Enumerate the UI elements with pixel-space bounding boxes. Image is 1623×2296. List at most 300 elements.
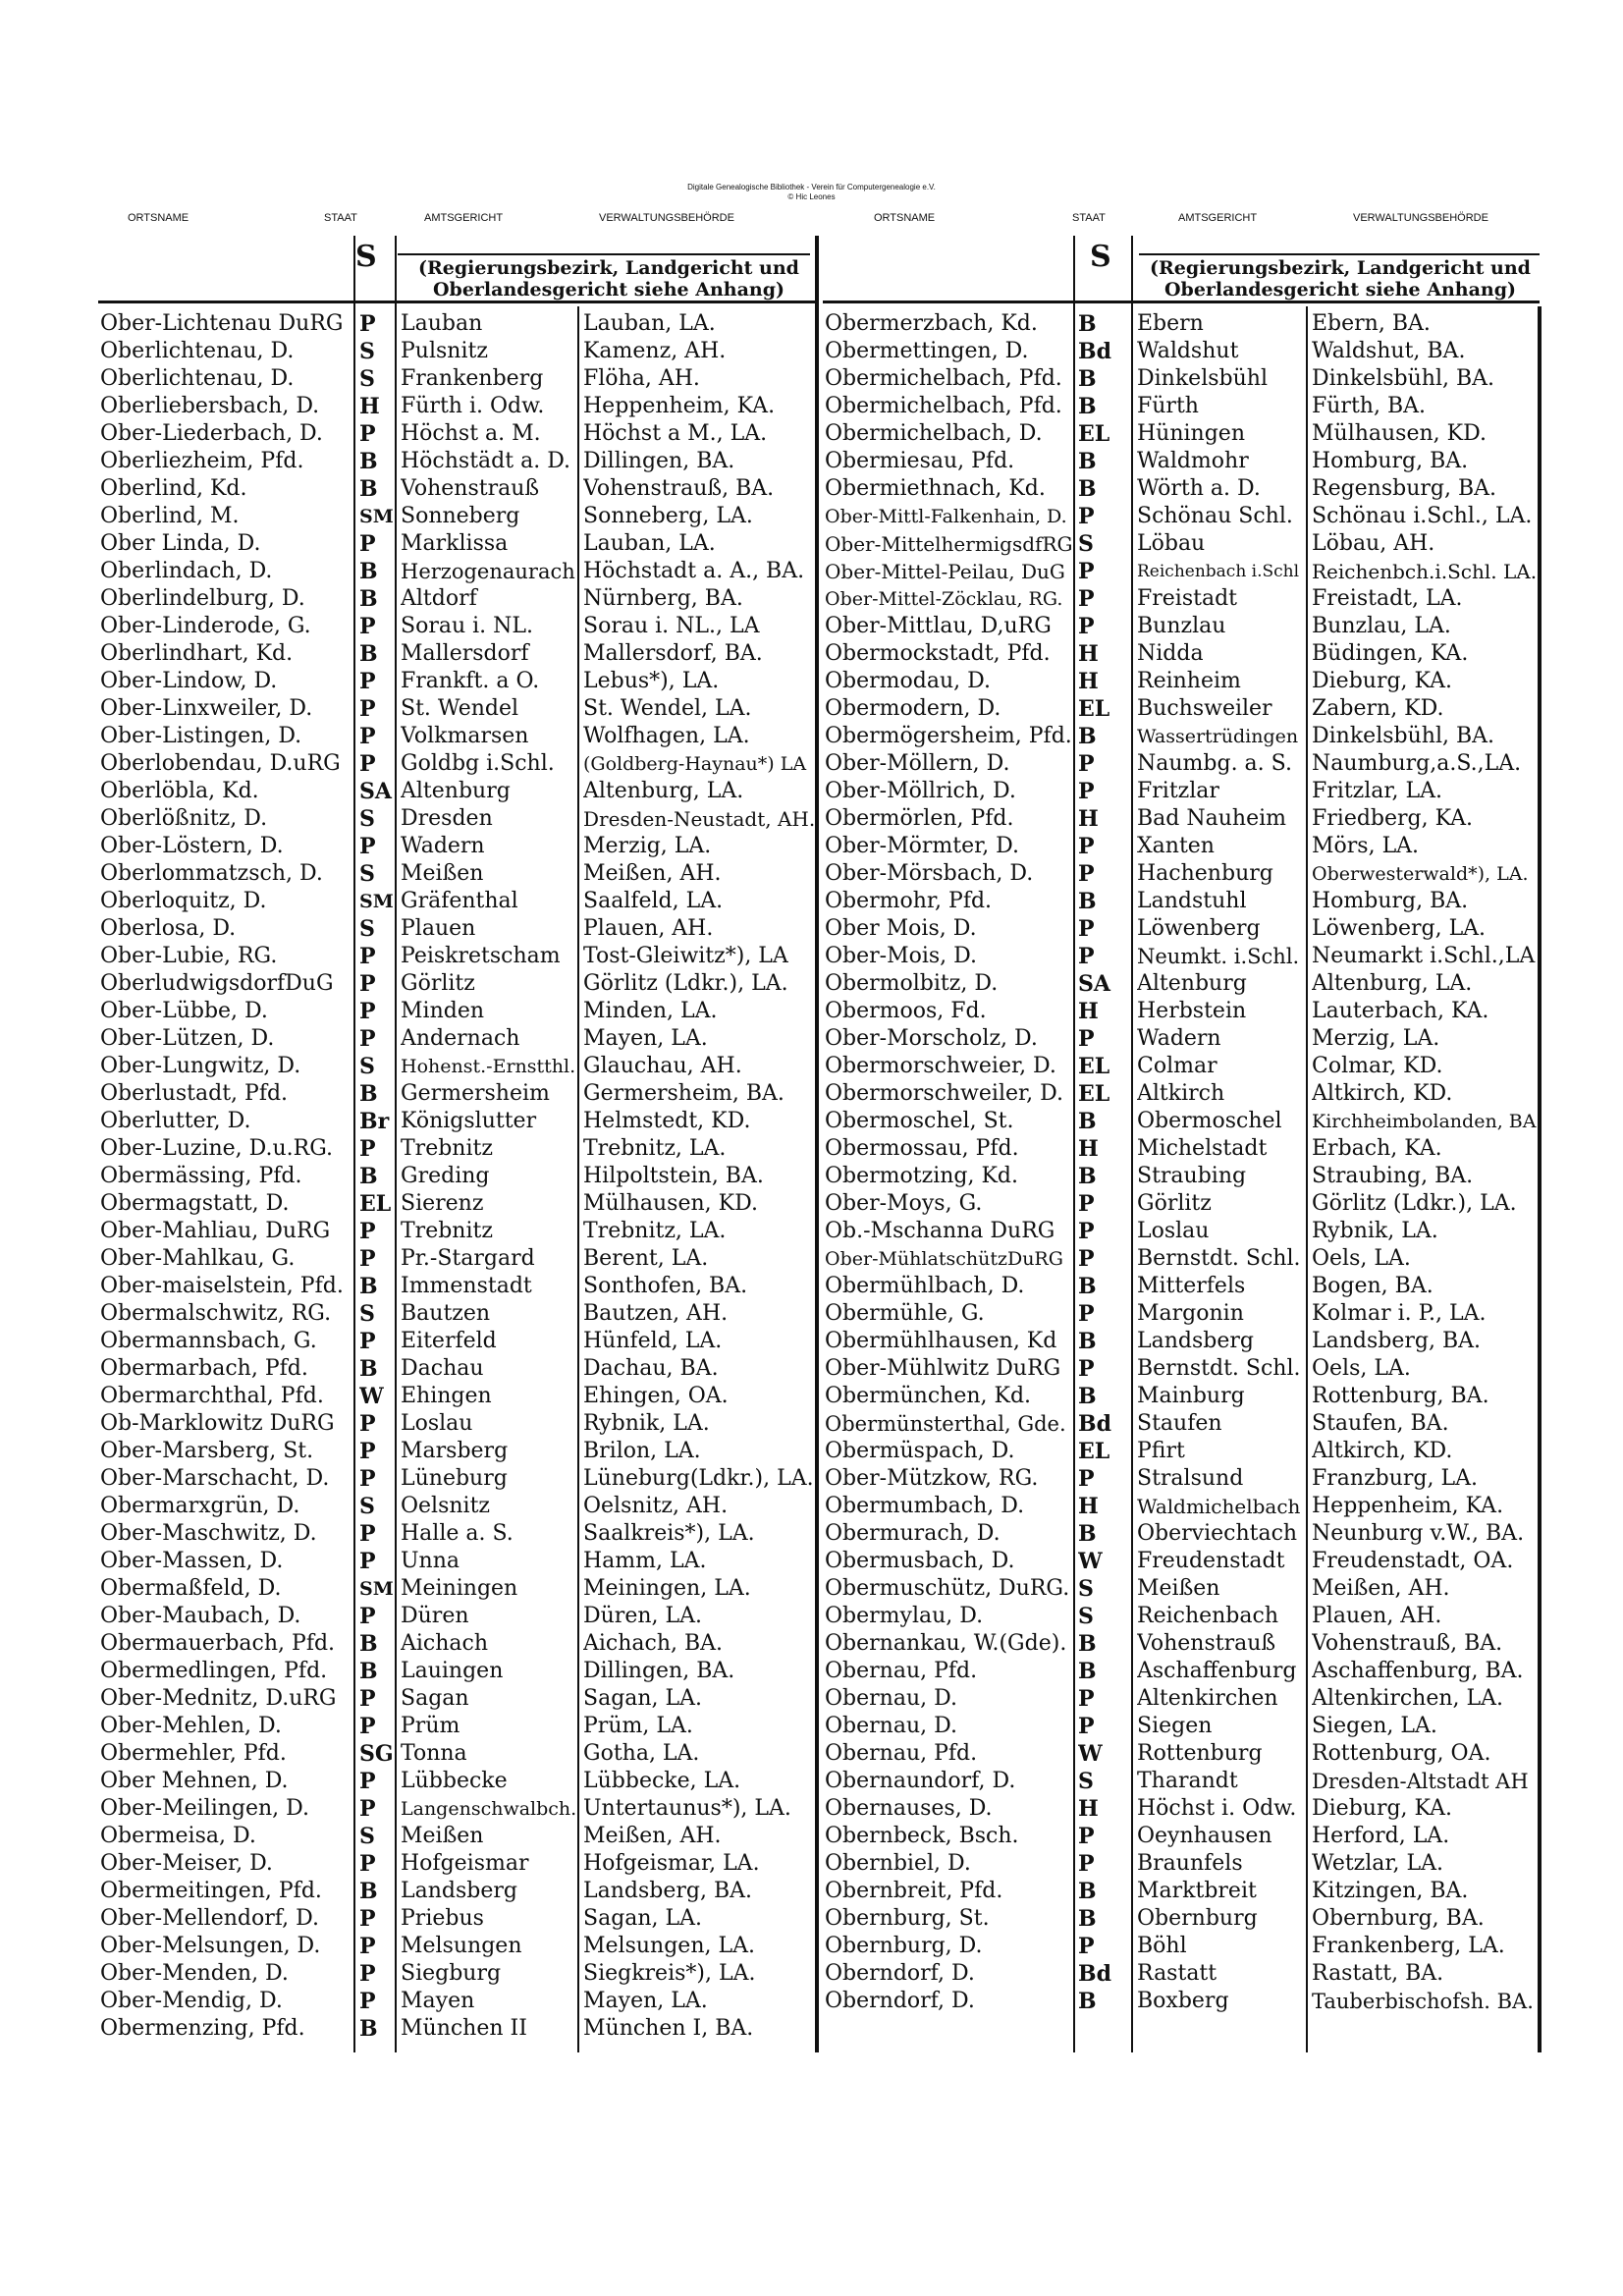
cell-amtsgericht: Landsberg — [401, 1879, 517, 1903]
cell-amtsgericht: Andernach — [401, 1026, 520, 1051]
cell-ortsname: Ober-Lungwitz, D. — [100, 1054, 301, 1078]
cell-ortsname: Obermaßfeld, D. — [100, 1576, 282, 1601]
cell-staat: P — [1078, 1356, 1095, 1382]
cell-amtsgericht: Staufen — [1137, 1411, 1222, 1436]
cell-staat: SM — [359, 1578, 394, 1600]
cell-amtsgericht: Meißen — [1137, 1576, 1220, 1601]
cell-verwaltung: Mayen, LA. — [583, 1989, 708, 2013]
cell-verwaltung: Tauberbischofsh. BA. — [1312, 1990, 1534, 2013]
cell-verwaltung: Rastatt, BA. — [1312, 1961, 1444, 1986]
cell-amtsgericht: Margonin — [1137, 1301, 1244, 1326]
cell-verwaltung: Altkirch, KD. — [1312, 1081, 1453, 1106]
cell-verwaltung: Untertaunus*), LA. — [583, 1796, 791, 1821]
cell-amtsgericht: Greding — [401, 1164, 490, 1188]
cell-ortsname: Obermünchen, Kd. — [825, 1384, 1032, 1408]
cell-amtsgericht: Frankenberg — [401, 366, 544, 391]
cell-amtsgericht: Sierenz — [401, 1191, 484, 1216]
cell-ortsname: Obernburg, St. — [825, 1906, 990, 1931]
cell-ortsname: Obermalschwitz, RG. — [100, 1301, 332, 1326]
cell-staat: B — [1078, 1659, 1097, 1684]
cell-verwaltung: Brilon, LA. — [583, 1439, 701, 1463]
cell-staat: P — [359, 1026, 376, 1052]
cell-ortsname: Oberlindhart, Kd. — [100, 641, 294, 666]
cell-amtsgericht: Pr.-Stargard — [401, 1246, 535, 1271]
cell-staat: P — [359, 1961, 376, 1987]
cell-staat: P — [359, 1439, 376, 1464]
cell-ortsname: Obermusbach, D. — [825, 1549, 1015, 1573]
cell-staat: S — [359, 1494, 375, 1519]
cell-amtsgericht: Michelstadt — [1137, 1136, 1268, 1161]
cell-staat: P — [359, 1906, 376, 1932]
cell-amtsgericht: Höchst i. Odw. — [1137, 1796, 1297, 1821]
cell-amtsgericht: Waldshut — [1137, 339, 1239, 363]
cell-verwaltung: Altenburg, LA. — [583, 779, 744, 803]
cell-amtsgericht: Gräfenthal — [401, 889, 518, 913]
cell-amtsgericht: Hüningen — [1137, 421, 1245, 446]
cell-staat: S — [359, 861, 375, 887]
cell-ortsname: Obermünsterthal, Gde. — [825, 1412, 1066, 1436]
column-rule — [395, 236, 397, 2052]
cell-ortsname: Obermorschweier, D. — [825, 1054, 1056, 1078]
cell-amtsgericht: Ebern — [1137, 311, 1204, 336]
cell-amtsgericht: Vohenstrauß — [401, 476, 540, 501]
header-amtsgericht-left: AMTSGERICHT — [424, 212, 504, 224]
cell-amtsgericht: Sorau i. NL. — [401, 614, 533, 638]
cell-amtsgericht: Schönau Schl. — [1137, 504, 1293, 528]
cell-verwaltung: Dillingen, BA. — [583, 1659, 735, 1683]
cell-staat: P — [359, 1769, 376, 1794]
cell-ortsname: Ober-Mittlau, D,uRG — [825, 614, 1052, 638]
cell-ortsname: Obermodern, D. — [825, 696, 1001, 721]
cell-staat: S — [359, 1301, 375, 1327]
cell-staat: B — [359, 1879, 378, 1904]
cell-amtsgericht: Siegen — [1137, 1714, 1213, 1738]
cell-staat: S — [1078, 1604, 1094, 1629]
cell-ortsname: Ober-Meiser, D. — [100, 1851, 273, 1876]
cell-amtsgericht: Melsungen — [401, 1934, 522, 1958]
cell-verwaltung: Dinkelsbühl, BA. — [1312, 724, 1495, 748]
cell-ortsname: Ober-Mörmter, D. — [825, 834, 1020, 858]
cell-ortsname: Ober-Massen, D. — [100, 1549, 284, 1573]
cell-staat: S — [359, 366, 375, 392]
cell-amtsgericht: Dinkelsbühl — [1137, 366, 1268, 391]
cell-verwaltung: Lüneburg(Ldkr.), LA. — [583, 1466, 814, 1491]
cell-ortsname: Oberlind, Kd. — [100, 476, 247, 501]
cell-verwaltung: Dieburg, KA. — [1312, 1796, 1452, 1821]
cell-ortsname: Ober-MittelhermigsdfRG — [825, 532, 1073, 556]
cell-staat: P — [359, 1714, 376, 1739]
staat-header-mark-right: S — [1090, 240, 1111, 274]
cell-verwaltung: Zabern, KD. — [1312, 696, 1444, 721]
cell-verwaltung: Meißen, AH. — [583, 1824, 722, 1848]
cell-staat: P — [359, 1246, 376, 1272]
cell-staat: B — [359, 1164, 378, 1189]
cell-verwaltung: Siegen, LA. — [1312, 1714, 1437, 1738]
cell-ortsname: Ober-Moys, G. — [825, 1191, 983, 1216]
cell-staat: Bd — [1078, 1961, 1111, 1987]
cell-ortsname: Ober-Maubach, D. — [100, 1604, 301, 1628]
cell-ortsname: Obernankau, W.(Gde). — [825, 1631, 1067, 1656]
cell-staat: P — [359, 944, 376, 969]
cell-staat: S — [359, 916, 375, 942]
cell-verwaltung: Altenburg, LA. — [1312, 971, 1473, 996]
cell-ortsname: Oberlößnitz, D. — [100, 806, 268, 831]
cell-verwaltung: Oelsnitz, AH. — [583, 1494, 729, 1518]
cell-staat: P — [359, 1219, 376, 1244]
cell-verwaltung: Siegkreis*), LA. — [583, 1961, 756, 1986]
cell-verwaltung: Kamenz, AH. — [583, 339, 727, 363]
cell-staat: P — [1078, 1026, 1095, 1052]
cell-verwaltung: Ehingen, OA. — [583, 1384, 729, 1408]
cell-staat: B — [1078, 1329, 1097, 1354]
cell-staat: P — [359, 834, 376, 859]
cell-ortsname: Obermichelbach, Pfd. — [825, 366, 1062, 391]
cell-amtsgericht: Reichenbach i.Schl — [1137, 562, 1300, 581]
cell-verwaltung: Vohenstrauß, BA. — [1312, 1631, 1503, 1656]
cell-staat: P — [1078, 1466, 1095, 1492]
cell-ortsname: Ober-Mehlen, D. — [100, 1714, 282, 1738]
cell-ortsname: Obermiethnach, Kd. — [825, 476, 1046, 501]
cell-verwaltung: Kolmar i. P., LA. — [1312, 1301, 1487, 1326]
cell-verwaltung: Meißen, AH. — [1312, 1576, 1450, 1601]
cell-verwaltung: Friedberg, KA. — [1312, 806, 1474, 831]
cell-ortsname: Obermarbach, Pfd. — [100, 1356, 308, 1381]
cell-staat: B — [1078, 724, 1097, 749]
cell-verwaltung: Fritzlar, LA. — [1312, 779, 1442, 803]
credit-line: Digitale Genealogische Bibliothek - Verein für Computergenealogie e.V. — [687, 183, 936, 191]
cell-staat: SG — [359, 1741, 394, 1767]
cell-verwaltung: Lauterbach, KA. — [1312, 999, 1489, 1023]
cell-staat: P — [359, 1934, 376, 1959]
cell-staat: S — [1078, 1769, 1094, 1794]
cell-ortsname: Ober-Möllern, D. — [825, 751, 1010, 776]
cell-amtsgericht: Ehingen — [401, 1384, 492, 1408]
cell-amtsgericht: Meißen — [401, 861, 484, 886]
cell-amtsgericht: Naumbg. a. S. — [1137, 751, 1292, 776]
cell-amtsgericht: München II — [401, 2016, 527, 2041]
cell-amtsgericht: Oberviechtach — [1137, 1521, 1298, 1546]
cell-staat: P — [1078, 559, 1095, 584]
cell-ortsname: Obernbiel, D. — [825, 1851, 971, 1876]
cell-ortsname: Oberlind, M. — [100, 504, 240, 528]
cell-ortsname: Ober-Mittl-Falkenhain, D. — [825, 506, 1067, 527]
column-rule — [1073, 236, 1075, 2052]
cell-ortsname: Obermarxgrün, D. — [100, 1494, 300, 1518]
cell-staat: Bd — [1078, 1411, 1111, 1437]
cell-staat: B — [1078, 394, 1097, 419]
cell-amtsgericht: Görlitz — [401, 971, 475, 996]
column-rule — [1306, 306, 1308, 2052]
cell-ortsname: Obermagstatt, D. — [100, 1191, 290, 1216]
cell-verwaltung: Altenkirchen, LA. — [1312, 1686, 1503, 1711]
cell-ortsname: Obermerzbach, Kd. — [825, 311, 1038, 336]
cell-verwaltung: Mülhausen, KD. — [583, 1191, 758, 1216]
cell-amtsgericht: Braunfels — [1137, 1851, 1243, 1876]
column-rule — [577, 306, 579, 2052]
cell-staat: B — [1078, 889, 1097, 914]
cell-amtsgericht: Freistadt — [1137, 586, 1238, 611]
cell-ortsname: Obernau, Pfd. — [825, 1659, 978, 1683]
cell-staat: S — [1078, 531, 1094, 557]
cell-verwaltung: Merzig, LA. — [583, 834, 712, 858]
cell-staat: B — [359, 586, 378, 612]
column-rule — [1538, 306, 1542, 2052]
cell-staat: P — [359, 1686, 376, 1712]
cell-amtsgericht: Dachau — [401, 1356, 484, 1381]
cell-verwaltung: Düren, LA. — [583, 1604, 702, 1628]
cell-verwaltung: Flöha, AH. — [583, 366, 700, 391]
cell-ortsname: Obermotzing, Kd. — [825, 1164, 1018, 1188]
cell-staat: P — [1078, 1246, 1095, 1272]
cell-ortsname: Obermörlen, Pfd. — [825, 806, 1014, 831]
cell-amtsgericht: Unna — [401, 1549, 460, 1573]
cell-ortsname: Oberliebersbach, D. — [100, 394, 320, 418]
cell-ortsname: Oberndorf, D. — [825, 1989, 975, 2013]
cell-staat: P — [359, 751, 376, 777]
cell-amtsgericht: Lauban — [401, 311, 483, 336]
cell-staat: EL — [1078, 1054, 1110, 1079]
cell-ortsname: Ober-Melsungen, D. — [100, 1934, 321, 1958]
cell-amtsgericht: Tonna — [401, 1741, 467, 1766]
cell-verwaltung: Löwenberg, LA. — [1312, 916, 1487, 941]
cell-staat: P — [359, 669, 376, 694]
cell-staat: P — [1078, 1191, 1095, 1217]
cell-staat: H — [1078, 1136, 1099, 1162]
cell-amtsgericht: Fürth — [1137, 394, 1199, 418]
cell-ortsname: Obermedlingen, Pfd. — [100, 1659, 328, 1683]
cell-staat: B — [1078, 1879, 1097, 1904]
cell-verwaltung: Meiningen, LA. — [583, 1576, 751, 1601]
cell-amtsgericht: Obernburg — [1137, 1906, 1258, 1931]
cell-verwaltung: Saalfeld, LA. — [583, 889, 724, 913]
cell-staat: P — [1078, 916, 1095, 942]
cell-staat: P — [1078, 1686, 1095, 1712]
cell-ortsname: Ober-Marschacht, D. — [100, 1466, 330, 1491]
cell-staat: P — [359, 421, 376, 447]
staat-header-mark-left: S — [355, 240, 377, 274]
cell-amtsgericht: Reinheim — [1137, 669, 1241, 693]
cell-amtsgericht: St. Wendel — [401, 696, 519, 721]
cell-ortsname: Oberlindach, D. — [100, 559, 273, 583]
cell-verwaltung: St. Wendel, LA. — [583, 696, 752, 721]
cell-staat: B — [1078, 311, 1097, 337]
cell-verwaltung: Hünfeld, LA. — [583, 1329, 723, 1353]
cell-staat: P — [1078, 1714, 1095, 1739]
cell-staat: SM — [359, 506, 394, 527]
cell-staat: B — [1078, 1906, 1097, 1932]
cell-amtsgericht: Obermoschel — [1137, 1109, 1282, 1133]
cell-ortsname: Ober-Maschwitz, D. — [100, 1521, 317, 1546]
cell-ortsname: Obermiesau, Pfd. — [825, 449, 1015, 473]
cell-ortsname: Ob.-Mschanna DuRG — [825, 1219, 1055, 1243]
cell-ortsname: Oberlichtenau, D. — [100, 339, 295, 363]
cell-staat: P — [359, 696, 376, 722]
cell-staat: B — [1078, 1989, 1097, 2014]
cell-verwaltung: München I, BA. — [583, 2016, 754, 2041]
cell-amtsgericht: Germersheim — [401, 1081, 550, 1106]
cell-staat: P — [359, 1604, 376, 1629]
cell-staat: S — [359, 339, 375, 364]
cell-staat: P — [359, 999, 376, 1024]
cell-ortsname: Ober-Linderode, G. — [100, 614, 311, 638]
cell-staat: P — [1078, 614, 1095, 639]
cell-verwaltung: Aschaffenburg, BA. — [1312, 1659, 1524, 1683]
cell-amtsgericht: Bernstdt. Schl. — [1137, 1246, 1301, 1271]
cell-staat: H — [1078, 1796, 1099, 1822]
cell-verwaltung: Staufen, BA. — [1312, 1411, 1449, 1436]
cell-verwaltung: Bautzen, AH. — [583, 1301, 729, 1326]
cell-verwaltung: Vohenstrauß, BA. — [583, 476, 775, 501]
cell-staat: H — [1078, 806, 1099, 832]
cell-amtsgericht: Mayen — [401, 1989, 475, 2013]
cell-verwaltung: Sonneberg, LA. — [583, 504, 753, 528]
cell-ortsname: Oberlindelburg, D. — [100, 586, 305, 611]
cell-verwaltung: Straubing, BA. — [1312, 1164, 1474, 1188]
header-amtsgericht-right: AMTSGERICHT — [1178, 212, 1258, 224]
cell-amtsgericht: Eiterfeld — [401, 1329, 497, 1353]
cell-staat: P — [1078, 834, 1095, 859]
cell-amtsgericht: Wörth a. D. — [1137, 476, 1261, 501]
cell-amtsgericht: Königslutter — [401, 1109, 537, 1133]
cell-verwaltung: Merzig, LA. — [1312, 1026, 1440, 1051]
cell-staat: B — [359, 1659, 378, 1684]
cell-ortsname: Ober-Lubie, RG. — [100, 944, 278, 968]
cell-amtsgericht: Reichenbach — [1137, 1604, 1278, 1628]
cell-amtsgericht: Landstuhl — [1137, 889, 1247, 913]
cell-verwaltung: Sonthofen, BA. — [583, 1274, 748, 1298]
cell-staat: SM — [359, 891, 394, 912]
cell-ortsname: Oberndorf, D. — [825, 1961, 975, 1986]
cell-amtsgericht: Prüm — [401, 1714, 460, 1738]
cell-verwaltung: Aichach, BA. — [583, 1631, 724, 1656]
cell-verwaltung: Hilpoltstein, BA. — [583, 1164, 764, 1188]
cell-amtsgericht: Halle a. S. — [401, 1521, 514, 1546]
cell-amtsgericht: Loslau — [401, 1411, 473, 1436]
cell-ortsname: Obernau, D. — [825, 1714, 957, 1738]
header-ortsname-right: ORTSNAME — [874, 212, 936, 224]
cell-ortsname: Obernbreit, Pfd. — [825, 1879, 1003, 1903]
cell-verwaltung: Glauchau, AH. — [583, 1054, 742, 1078]
cell-staat: P — [1078, 751, 1095, 777]
cell-amtsgericht: Oelsnitz — [401, 1494, 491, 1518]
cell-verwaltung: Heppenheim, KA. — [1312, 1494, 1504, 1518]
cell-staat: B — [359, 641, 378, 667]
cell-verwaltung: Trebnitz, LA. — [583, 1219, 727, 1243]
cell-verwaltung: Reichenbch.i.Schl. LA. — [1312, 560, 1538, 583]
header-ortsname-left: ORTSNAME — [128, 212, 189, 224]
cell-staat: EL — [1078, 421, 1110, 447]
cell-amtsgericht: Minden — [401, 999, 485, 1023]
cell-amtsgericht: Rastatt — [1137, 1961, 1217, 1986]
cell-amtsgericht: Herzogenaurach — [401, 560, 575, 583]
cell-staat: Br — [359, 1109, 390, 1134]
cell-ortsname: Obermüspach, D. — [825, 1439, 1015, 1463]
cell-ortsname: Obermuschütz, DuRG. — [825, 1576, 1070, 1601]
cell-verwaltung: Rottenburg, BA. — [1312, 1384, 1489, 1408]
column-rule — [1131, 236, 1133, 2052]
cell-staat: B — [1078, 366, 1097, 392]
cell-amtsgericht: Altkirch — [1137, 1081, 1225, 1106]
cell-staat: B — [1078, 1274, 1097, 1299]
cell-verwaltung: Dresden-Altstadt AH — [1312, 1770, 1529, 1793]
cell-ortsname: Oberlustadt, Pfd. — [100, 1081, 289, 1106]
cell-ortsname: Obernau, Pfd. — [825, 1741, 978, 1766]
divider — [1139, 253, 1540, 255]
cell-verwaltung: Bogen, BA. — [1312, 1274, 1434, 1298]
cell-amtsgericht: Fritzlar — [1137, 779, 1219, 803]
cell-verwaltung: Sorau i. NL., LA — [583, 614, 760, 638]
cell-staat: P — [359, 614, 376, 639]
cell-ortsname: Obermorschweiler, D. — [825, 1081, 1063, 1106]
cell-staat: B — [359, 1356, 378, 1382]
header-staat-left: STAAT — [324, 212, 357, 224]
cell-verwaltung: Oels, LA. — [1312, 1356, 1411, 1381]
cell-verwaltung: Löbau, AH. — [1312, 531, 1435, 556]
cell-staat: P — [1078, 944, 1095, 969]
cell-verwaltung: Frankenberg, LA. — [1312, 1934, 1505, 1958]
cell-ortsname: Ober-Löstern, D. — [100, 834, 284, 858]
cell-verwaltung: Oberwesterwald*), LA. — [1312, 863, 1529, 885]
cell-verwaltung: Dieburg, KA. — [1312, 669, 1452, 693]
cell-amtsgericht: Priebus — [401, 1906, 484, 1931]
cell-amtsgericht: Aichach — [401, 1631, 489, 1656]
cell-ortsname: Obermurach, D. — [825, 1521, 1001, 1546]
cell-ortsname: Ober-Mützkow, RG. — [825, 1466, 1039, 1491]
cell-verwaltung: Minden, LA. — [583, 999, 718, 1023]
cell-verwaltung: Dinkelsbühl, BA. — [1312, 366, 1495, 391]
cell-staat: B — [1078, 1521, 1097, 1547]
cell-ortsname: Oberlöbla, Kd. — [100, 779, 259, 803]
cell-amtsgericht: Böhl — [1137, 1934, 1187, 1958]
cell-staat: P — [359, 1549, 376, 1574]
cell-amtsgericht: Wadern — [1137, 1026, 1221, 1051]
cell-verwaltung: Neunburg v.W., BA. — [1312, 1521, 1525, 1546]
cell-ortsname: Obernbeck, Bsch. — [825, 1824, 1019, 1848]
cell-amtsgericht: Bunzlau — [1137, 614, 1226, 638]
cell-verwaltung: Freistadt, LA. — [1312, 586, 1463, 611]
cell-amtsgericht: Hachenburg — [1137, 861, 1273, 886]
cell-ortsname: Obermenzing, Pfd. — [100, 2016, 305, 2041]
cell-ortsname: Ober-Marsberg, St. — [100, 1439, 314, 1463]
cell-ortsname: Obermeitingen, Pfd. — [100, 1879, 322, 1903]
cell-verwaltung: Lauban, LA. — [583, 311, 716, 336]
cell-staat: P — [1078, 586, 1095, 612]
cell-verwaltung: Landsberg, BA. — [583, 1879, 753, 1903]
cell-verwaltung: Sagan, LA. — [583, 1686, 703, 1711]
cell-ortsname: Ober-Möllrich, D. — [825, 779, 1016, 803]
cell-amtsgericht: Plauen — [401, 916, 476, 941]
cell-verwaltung: Landsberg, BA. — [1312, 1329, 1482, 1353]
cell-amtsgericht: Pfirt — [1137, 1439, 1185, 1463]
cell-ortsname: Obernburg, D. — [825, 1934, 983, 1958]
cell-staat: P — [359, 1329, 376, 1354]
cell-ortsname: Obermylau, D. — [825, 1604, 984, 1628]
cell-amtsgericht: Oeynhausen — [1137, 1824, 1272, 1848]
cell-amtsgericht: Langenschwalbch. — [401, 1798, 577, 1820]
cell-staat: P — [1078, 1301, 1095, 1327]
cell-ortsname: Obermühle, G. — [825, 1301, 985, 1326]
cell-verwaltung: Mörs, LA. — [1312, 834, 1420, 858]
cell-verwaltung: Oels, LA. — [1312, 1246, 1411, 1271]
cell-verwaltung: Herford, LA. — [1312, 1824, 1450, 1848]
cell-verwaltung: Sagan, LA. — [583, 1906, 703, 1931]
cell-verwaltung: Erbach, KA. — [1312, 1136, 1442, 1161]
cell-staat: H — [1078, 999, 1099, 1024]
cell-amtsgericht: Lauingen — [401, 1659, 504, 1683]
cell-amtsgericht: Trebnitz — [401, 1219, 493, 1243]
cell-verwaltung: Saalkreis*), LA. — [583, 1521, 755, 1546]
column-rule — [815, 236, 819, 2052]
